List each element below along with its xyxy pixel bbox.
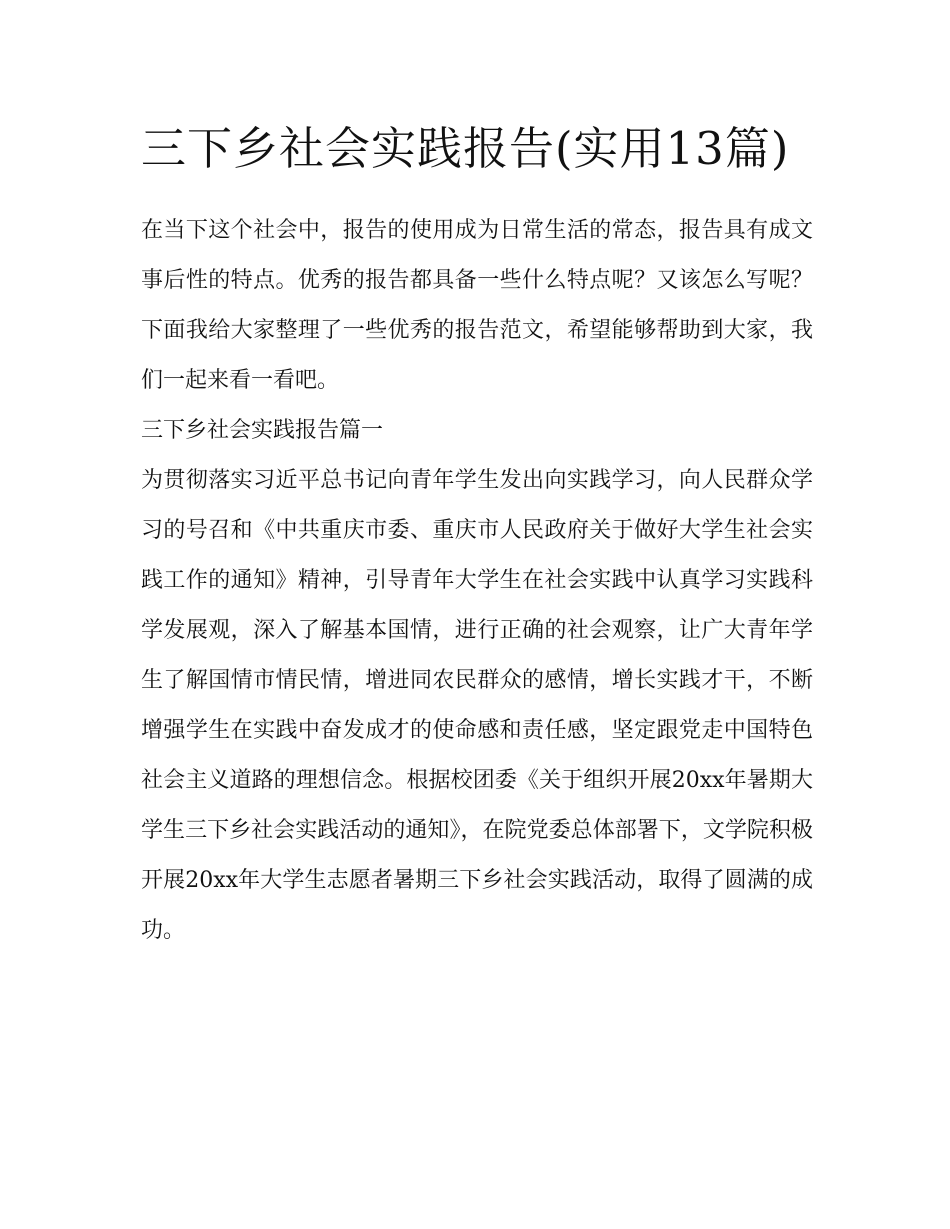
body-paragraph: 为贯彻落实习近平总书记向青年学生发出向实践学习，向人民群众学习的号召和《中共重庆市委、重庆市人民政府关于做好大学生社会实践工作的通知》精神，引导青年大学生在社会实践中认真学习实践科学发展观，深入了解基本国情，进行正确的社会观察，让广大青年学生了解国情市情民情，增进同农民群众的感情，增长实践才干，不断增强学生在实践中奋发成才的使命感和责任感，坚定跟党走中国特色社会主义道路的理想信念。根据校团委《关于组织开展20xx年暑期大学生三下乡社会实践活动的通知》，在院党委总体部署下，文学院积极开展20xx年大学生志愿者暑期三下乡社会实践活动，取得了圆满的成功。 xyxy=(141,468,813,943)
document-title: 三下乡社会实践报告(实用13篇) xyxy=(141,122,790,175)
section-heading: 三下乡社会实践报告篇一 xyxy=(141,418,384,443)
document-page xyxy=(141,112,813,956)
intro-paragraph: 在当下这个社会中，报告的使用成为日常生活的常态，报告具有成文事后性的特点。优秀的报告都具备一些什么特点呢？又该怎么写呢？下面我给大家整理了一些优秀的报告范文，希望能够帮助到大家，我们一起来看一看吧。 xyxy=(141,218,813,393)
